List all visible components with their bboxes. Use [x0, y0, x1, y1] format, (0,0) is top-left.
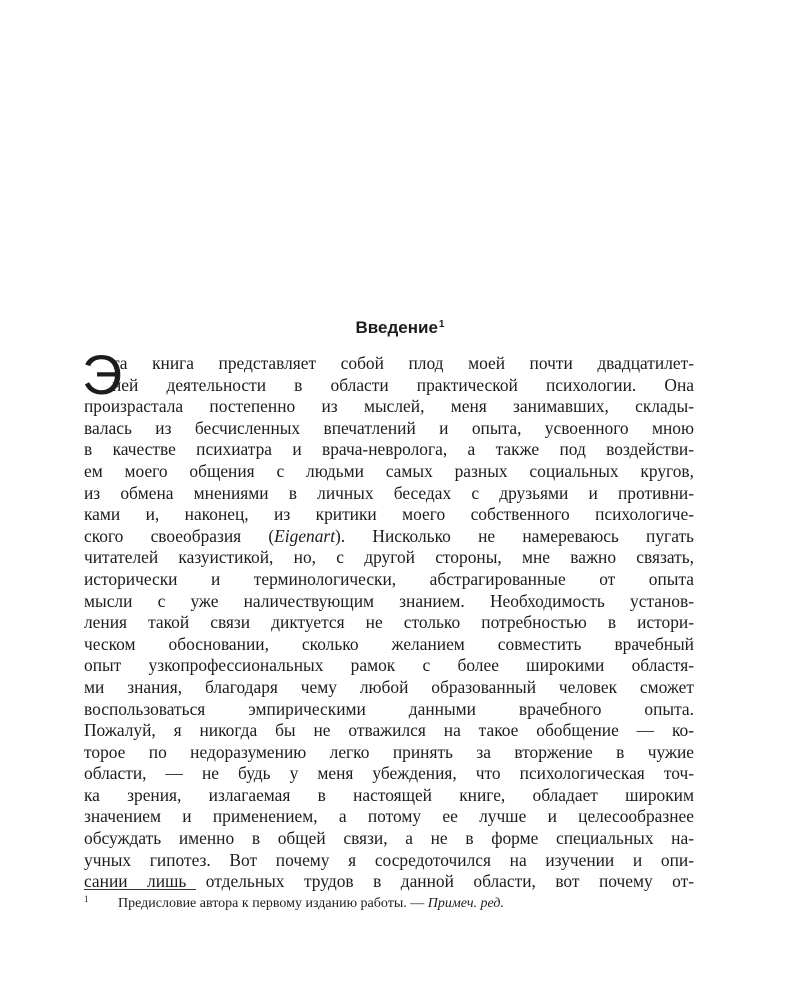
chapter-title-text: Введение	[355, 318, 438, 337]
text-line: значением и применением, а потому ее лучше и целесообразнее	[84, 806, 694, 827]
text-line: учных гипотез. Вот почему я сосредоточился на изучении и опи-	[84, 849, 694, 870]
text-line: опыт узкопрофессиональных рамок с более широкими областя-	[84, 655, 694, 676]
text-line: та книга представляет собой плод моей почти двадцатилет-	[112, 353, 694, 373]
text-line: ем моего общения с людьми самых разных социальных кругов,	[84, 460, 694, 481]
text-line: торое по недоразумению легко принять за вторжение в чужие	[84, 741, 694, 762]
text-line: из обмена мнениями в личных беседах с друзьями и противни-	[84, 482, 694, 503]
text-line-part: ). Нисколько не намереваюсь пугать	[335, 525, 694, 546]
chapter-title	[0, 318, 800, 338]
text-line: сании лишь отдельных трудов в данной области, вот почему от-	[84, 871, 694, 892]
text-line: читателей казуистикой, но, с другой стороны, мне важно связать,	[84, 547, 694, 568]
text-line: области, — не будь у меня убеждения, что психологическая точ-	[84, 763, 694, 784]
text-line: ческом обосновании, сколько желанием совместить врачебный	[84, 633, 694, 654]
text-line: ка зрения, излагаемая в настоящей книге, обладает широким	[84, 784, 694, 805]
text-line: Пожалуй, я никогда бы не отважился на такое обобщение — ко-	[84, 720, 694, 741]
italic-term: Eigenart	[274, 525, 336, 546]
body-text	[82, 343, 694, 893]
title-footnote-mark: 1	[438, 319, 445, 330]
footnote-rule	[84, 889, 196, 890]
footnote-editor-note: Примеч. ред.	[427, 896, 504, 911]
text-line: обсуждать именно в общей связи, а не в форме специальных на-	[84, 828, 694, 849]
text-line	[84, 526, 694, 548]
text-line: произрастала постепенно из мыслей, меня занимавших, склады-	[84, 396, 694, 417]
text-line: ками и, наконец, из критики моего собственного психологиче-	[84, 504, 694, 525]
text-line: валась из бесчисленных впечатлений и опыта, усвоенного мною	[84, 417, 694, 438]
text-line: исторически и терминологически, абстрагированные от опыта	[84, 568, 694, 589]
text-line: ми знания, благодаря чему любой образованный человек сможет	[84, 676, 694, 697]
text-line: мысли с уже наличествующим знанием. Необходимость установ-	[84, 590, 694, 611]
footnote-text: Предисловие автора к первому изданию работы. —	[118, 896, 428, 911]
footnote: 1 Предисловие автора к первому изданию работы. — Примеч. ред.	[84, 894, 504, 911]
paragraph	[84, 353, 694, 893]
text-line: ней деятельности в области практической психологии. Она	[112, 374, 694, 395]
text-line: ления такой связи диктуется не столько потребностью в истори-	[84, 612, 694, 633]
text-line: в качестве психиатра и врача-невролога, а также под воздействи-	[84, 439, 694, 460]
drop-cap: Э	[82, 343, 123, 406]
text-line-part: ского своеобразия (	[84, 525, 275, 546]
text-line: воспользоваться эмпирическими данными врачебного опыта.	[84, 698, 694, 719]
